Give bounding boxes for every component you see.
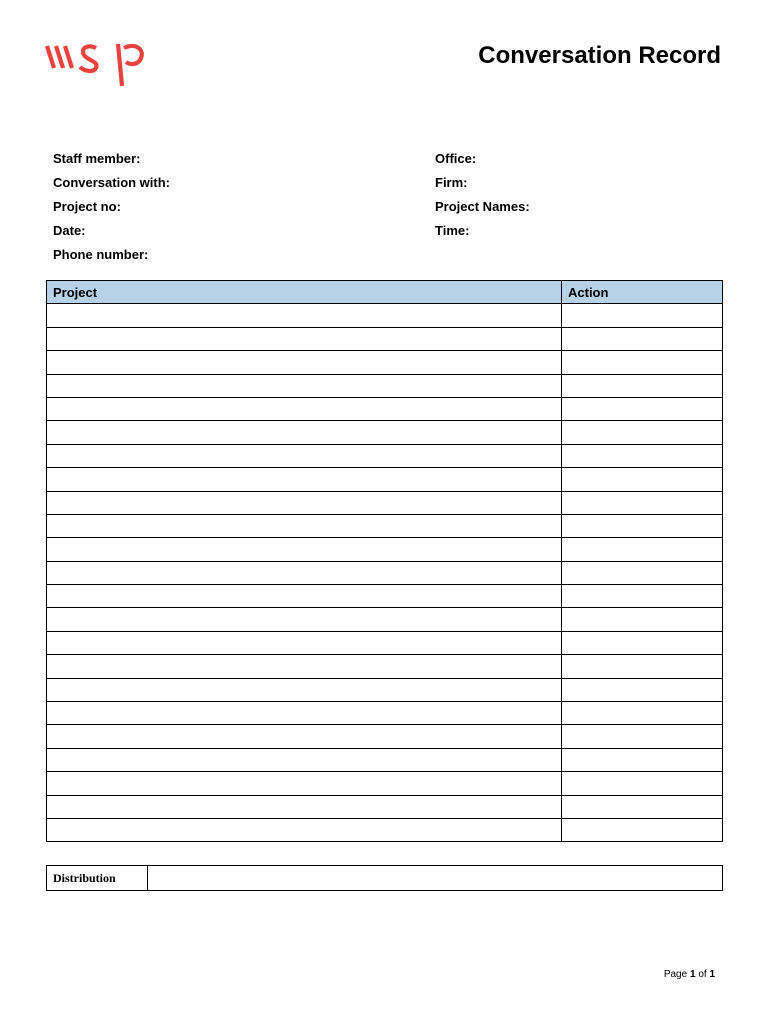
distribution-label: Distribution <box>47 866 148 891</box>
table-body <box>47 304 723 842</box>
table-row <box>47 678 723 701</box>
action-cell[interactable] <box>562 631 723 654</box>
distribution-table <box>46 865 723 891</box>
table-row <box>47 304 723 327</box>
table-row <box>47 608 723 631</box>
distribution-row <box>47 866 723 891</box>
table-row <box>47 468 723 491</box>
time-label: Time: <box>435 223 470 238</box>
date-label: Date: <box>53 223 86 238</box>
table-row <box>47 374 723 397</box>
phone-number-label: Phone number: <box>53 247 149 262</box>
project-cell[interactable] <box>47 304 562 327</box>
project-cell[interactable] <box>47 561 562 584</box>
page-number <box>664 969 715 980</box>
table-row <box>47 795 723 818</box>
table-row <box>47 748 723 771</box>
action-cell[interactable] <box>562 678 723 701</box>
action-cell[interactable] <box>562 585 723 608</box>
action-cell[interactable] <box>562 304 723 327</box>
project-cell[interactable] <box>47 585 562 608</box>
table-header-row <box>47 281 723 304</box>
project-cell[interactable] <box>47 818 562 841</box>
staff-member-label: Staff member: <box>53 151 141 166</box>
distribution-value-cell[interactable] <box>148 866 723 891</box>
table-row <box>47 725 723 748</box>
action-cell[interactable] <box>562 725 723 748</box>
project-cell[interactable] <box>47 374 562 397</box>
page-separator: of <box>698 969 707 980</box>
project-no-label: Project no: <box>53 199 121 214</box>
table-row <box>47 561 723 584</box>
table-row <box>47 444 723 467</box>
action-cell[interactable] <box>562 491 723 514</box>
table-row <box>47 538 723 561</box>
action-cell[interactable] <box>562 514 723 537</box>
table-row <box>47 351 723 374</box>
project-cell[interactable] <box>47 631 562 654</box>
action-cell[interactable] <box>562 444 723 467</box>
action-cell[interactable] <box>562 374 723 397</box>
table-row <box>47 585 723 608</box>
project-cell[interactable] <box>47 444 562 467</box>
page-total: 1 <box>709 969 715 980</box>
document-title: Conversation Record <box>478 42 721 69</box>
firm-label: Firm: <box>435 175 468 190</box>
project-column-header: Project <box>47 281 562 304</box>
table-row <box>47 421 723 444</box>
table-row <box>47 772 723 795</box>
action-cell[interactable] <box>562 702 723 725</box>
table-row <box>47 491 723 514</box>
project-cell[interactable] <box>47 468 562 491</box>
project-cell[interactable] <box>47 608 562 631</box>
action-cell[interactable] <box>562 421 723 444</box>
project-cell[interactable] <box>47 327 562 350</box>
page-prefix: Page <box>663 969 688 980</box>
project-cell[interactable] <box>47 655 562 678</box>
project-cell[interactable] <box>47 351 562 374</box>
project-cell[interactable] <box>47 795 562 818</box>
action-cell[interactable] <box>562 655 723 678</box>
project-names-label: Project Names: <box>435 199 530 214</box>
table-row <box>47 397 723 420</box>
action-cell[interactable] <box>562 561 723 584</box>
action-cell[interactable] <box>562 397 723 420</box>
office-label: Office: <box>435 151 477 166</box>
action-column-header: Action <box>562 281 723 304</box>
table-row <box>47 327 723 350</box>
action-cell[interactable] <box>562 818 723 841</box>
action-cell[interactable] <box>562 608 723 631</box>
project-cell[interactable] <box>47 772 562 795</box>
action-cell[interactable] <box>562 327 723 350</box>
table-row <box>47 702 723 725</box>
action-cell[interactable] <box>562 538 723 561</box>
project-cell[interactable] <box>47 702 562 725</box>
action-cell[interactable] <box>562 772 723 795</box>
action-cell[interactable] <box>562 468 723 491</box>
conversation-with-label: Conversation with: <box>53 175 171 190</box>
project-cell[interactable] <box>47 491 562 514</box>
project-cell[interactable] <box>47 421 562 444</box>
project-cell[interactable] <box>47 678 562 701</box>
project-cell[interactable] <box>47 748 562 771</box>
wsp-logo <box>44 40 148 90</box>
project-cell[interactable] <box>47 538 562 561</box>
project-cell[interactable] <box>47 725 562 748</box>
action-cell[interactable] <box>562 351 723 374</box>
project-action-table <box>46 280 723 842</box>
project-cell[interactable] <box>47 397 562 420</box>
table-row <box>47 818 723 841</box>
table-row <box>47 655 723 678</box>
action-cell[interactable] <box>562 795 723 818</box>
action-cell[interactable] <box>562 748 723 771</box>
table-row <box>47 514 723 537</box>
page-current: 1 <box>689 969 696 980</box>
project-cell[interactable] <box>47 514 562 537</box>
table-row <box>47 631 723 654</box>
